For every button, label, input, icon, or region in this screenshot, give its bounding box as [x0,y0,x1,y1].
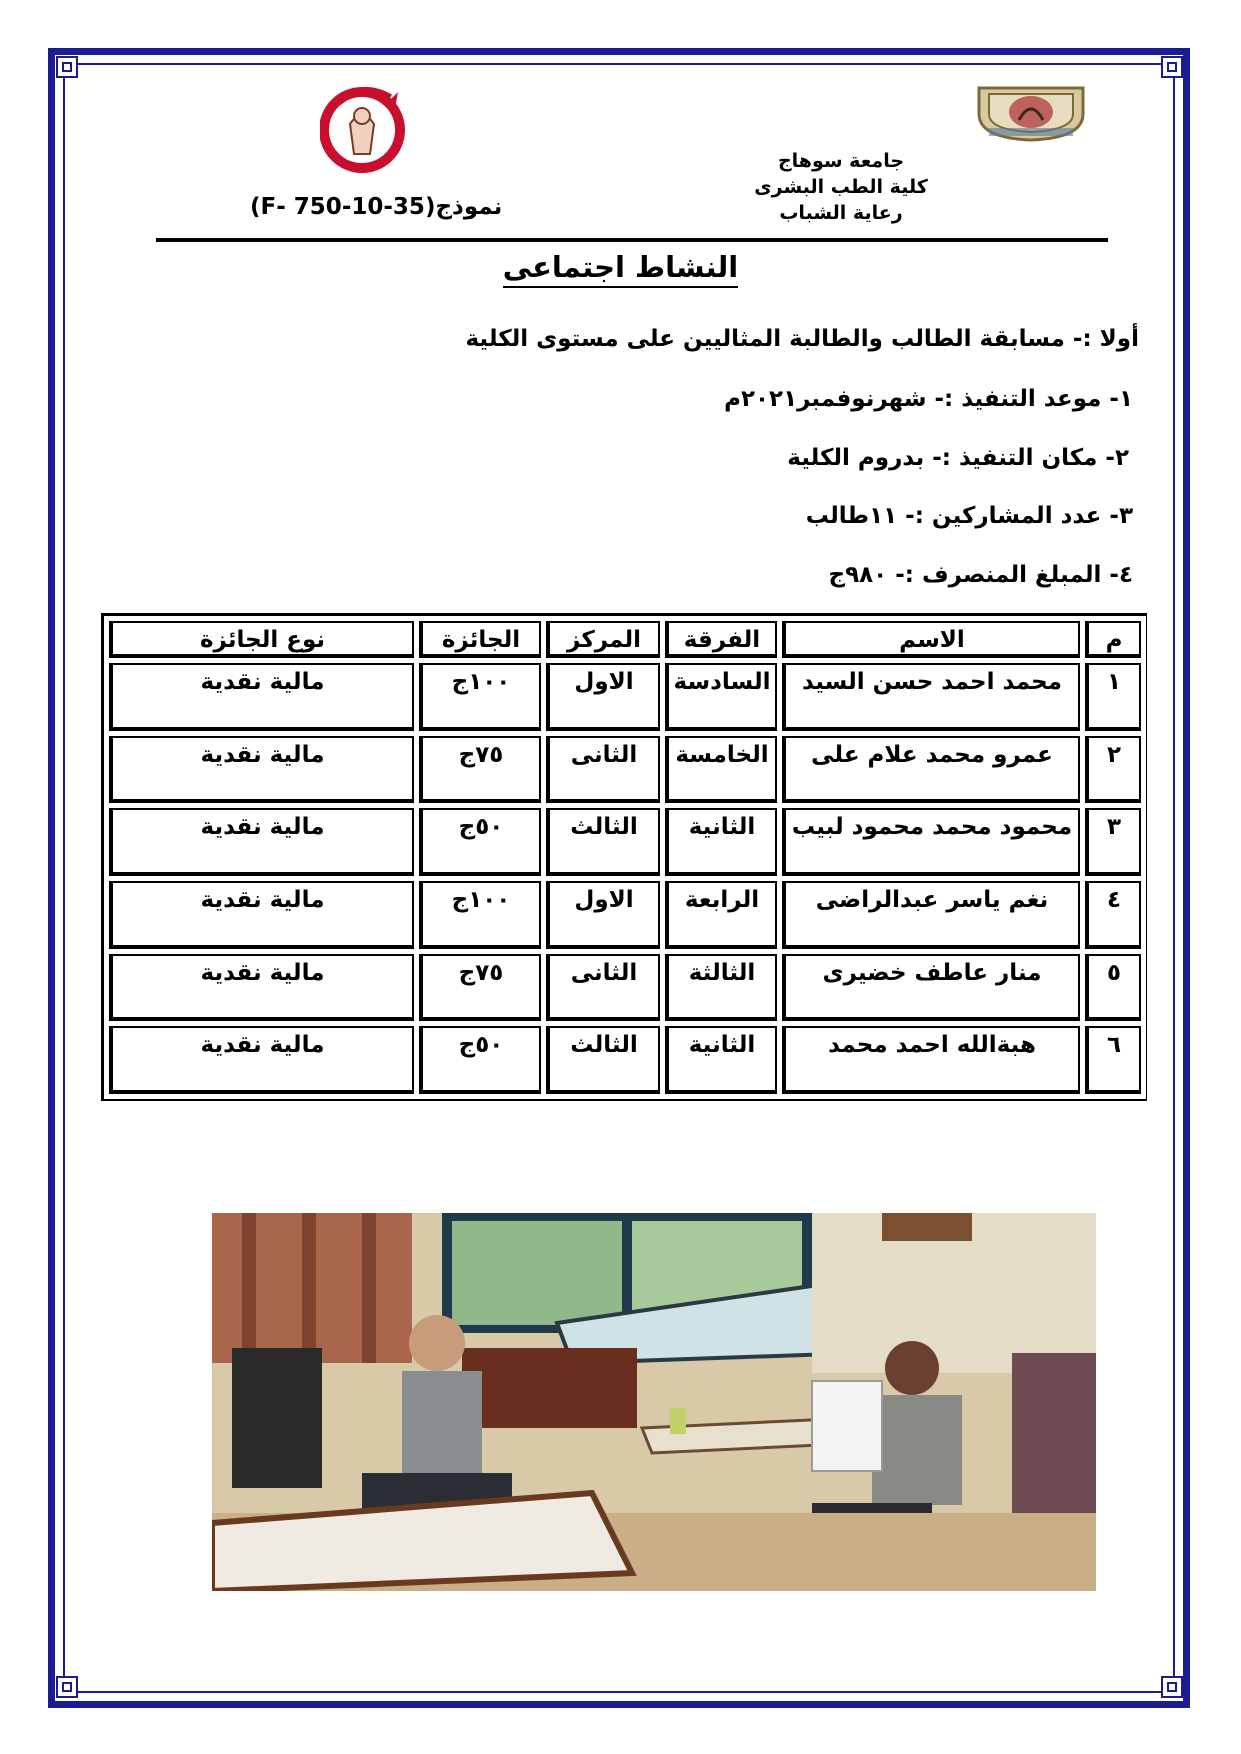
execution-date: ١- موعد التنفيذ :- شهرنوفمبر٢٠٢١م [724,386,1133,412]
table-cell: محمود محمد محمود لبيب [782,808,1080,876]
table-cell: مالية نقدية [109,736,414,804]
table-cell: ٤ [1085,881,1141,949]
table-cell: مالية نقدية [109,808,414,876]
table-cell: ٥٠ج [419,1026,541,1094]
table-cell: ١ [1085,663,1141,731]
section-heading: أولا :- مسابقة الطالب والطالبة المثاليين على مستوى الكلية [465,326,1139,352]
department-name: رعاية الشباب [779,202,903,224]
table-cell: الخامسة [665,736,777,804]
table-cell: مالية نقدية [109,881,414,949]
page-title: النشاط اجتماعى [503,250,738,288]
page-title-wrap [0,250,1241,284]
university-header [741,148,941,226]
column-header: الاسم [782,621,1080,658]
table-cell: ٦ [1085,1026,1141,1094]
table-cell: عمرو محمد علام على [782,736,1080,804]
event-photo [212,1213,1096,1591]
table-cell: ٥٠ج [419,808,541,876]
table-cell: هبةالله احمد محمد [782,1026,1080,1094]
table-row [109,663,1141,731]
column-header: المركز [546,621,660,658]
execution-place: ٢- مكان التنفيذ :- بدروم الكلية [787,445,1129,471]
border-corner-ornament [1161,56,1183,78]
table-cell: الثالث [546,1026,660,1094]
table-cell: الثانى [546,954,660,1022]
table-cell: الرابعة [665,881,777,949]
column-header: نوع الجائزة [109,621,414,658]
column-header: الفرقة [665,621,777,658]
header-divider [156,238,1108,242]
table-cell: مالية نقدية [109,1026,414,1094]
table-cell: الاول [546,663,660,731]
table-cell: الثانى [546,736,660,804]
border-corner-ornament [56,56,78,78]
table-cell: مالية نقدية [109,663,414,731]
table-row [109,954,1141,1022]
participants-count: ٣- عدد المشاركين :- ١١طالب [805,503,1133,529]
column-header: م [1085,621,1141,658]
table-cell: الثالثة [665,954,777,1022]
table-row [109,808,1141,876]
table-cell: الثالث [546,808,660,876]
table-cell: الثانية [665,1026,777,1094]
table-row [109,1026,1141,1094]
table-cell: الاول [546,881,660,949]
table-cell: ٧٥ج [419,736,541,804]
university-name: جامعة سوهاج [777,150,905,172]
table-cell: السادسة [665,663,777,731]
table-cell: مالية نقدية [109,954,414,1022]
column-header: الجائزة [419,621,541,658]
table-row [109,881,1141,949]
table-cell: نغم ياسر عبدالراضى [782,881,1080,949]
table-row [109,736,1141,804]
table-header-row [109,621,1141,658]
table-cell: منار عاطف خضيرى [782,954,1080,1022]
border-corner-ornament [1161,1676,1183,1698]
border-corner-ornament [56,1676,78,1698]
table-cell: ٧٥ج [419,954,541,1022]
university-crest-logo [975,84,1087,142]
form-code: نموذج(35-10-750 -F) [250,194,503,220]
amount-spent: ٤- المبلغ المنصرف :- ٩٨٠ج [828,562,1133,588]
winners-table [101,613,1147,1101]
youth-care-logo [320,84,406,174]
table-cell: الثانية [665,808,777,876]
table-cell: ١٠٠ج [419,881,541,949]
table-cell: ١٠٠ج [419,663,541,731]
table-cell: ٣ [1085,808,1141,876]
faculty-name: كلية الطب البشرى [754,176,928,198]
table-cell: ٢ [1085,736,1141,804]
table-cell: محمد احمد حسن السيد [782,663,1080,731]
table-cell: ٥ [1085,954,1141,1022]
